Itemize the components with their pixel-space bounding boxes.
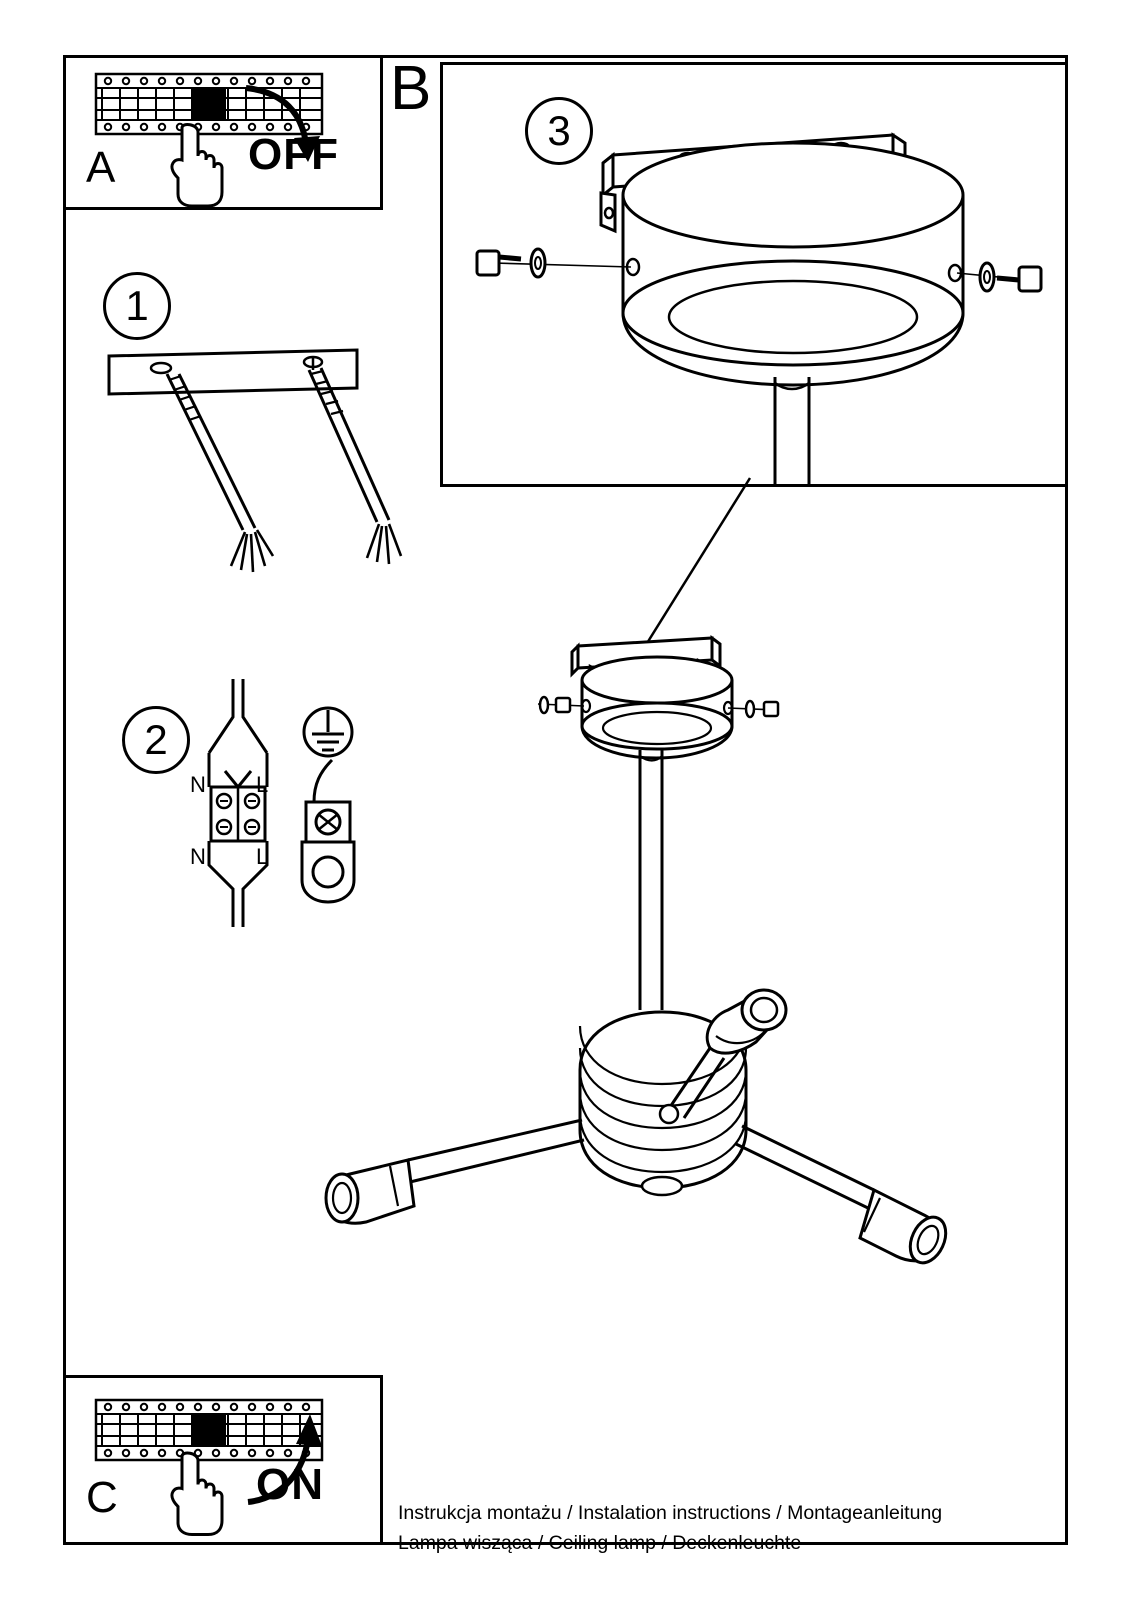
panel-c-action-label: ON xyxy=(256,1460,324,1509)
panel-a xyxy=(63,55,383,210)
step-2-badge: 2 xyxy=(122,706,190,774)
three-arm-ceiling-lamp-icon xyxy=(280,620,980,1280)
ceiling-canopy-mount-detail-icon xyxy=(463,95,1063,485)
caption-line-2: Lampa wisząca / Ceiling lamp / Deckenleuchte xyxy=(398,1532,802,1554)
hand-pointing-finger-icon xyxy=(162,120,232,210)
hand-pointing-finger-icon xyxy=(162,1446,232,1541)
panel-c xyxy=(63,1375,383,1545)
step-1-badge: 1 xyxy=(103,272,171,340)
panel-b xyxy=(440,62,1068,487)
label-n-bottom: N xyxy=(190,844,206,869)
panel-a-letter: A xyxy=(86,143,116,192)
label-l-bottom: L xyxy=(256,844,269,869)
mounting-bracket-with-wires-icon xyxy=(95,340,425,580)
panel-a-action-label: OFF xyxy=(248,130,339,179)
label-n-top: N xyxy=(190,772,206,797)
panel-b-letter: B xyxy=(390,54,432,123)
label-l-top: L xyxy=(256,772,269,797)
step-3-badge: 3 xyxy=(525,97,593,165)
terminal-block-wiring-icon xyxy=(185,675,295,935)
panel-c-letter: C xyxy=(86,1473,118,1522)
caption-line-1: Instrukcja montażu / Instalation instructions / Montageanleitung xyxy=(398,1502,943,1524)
